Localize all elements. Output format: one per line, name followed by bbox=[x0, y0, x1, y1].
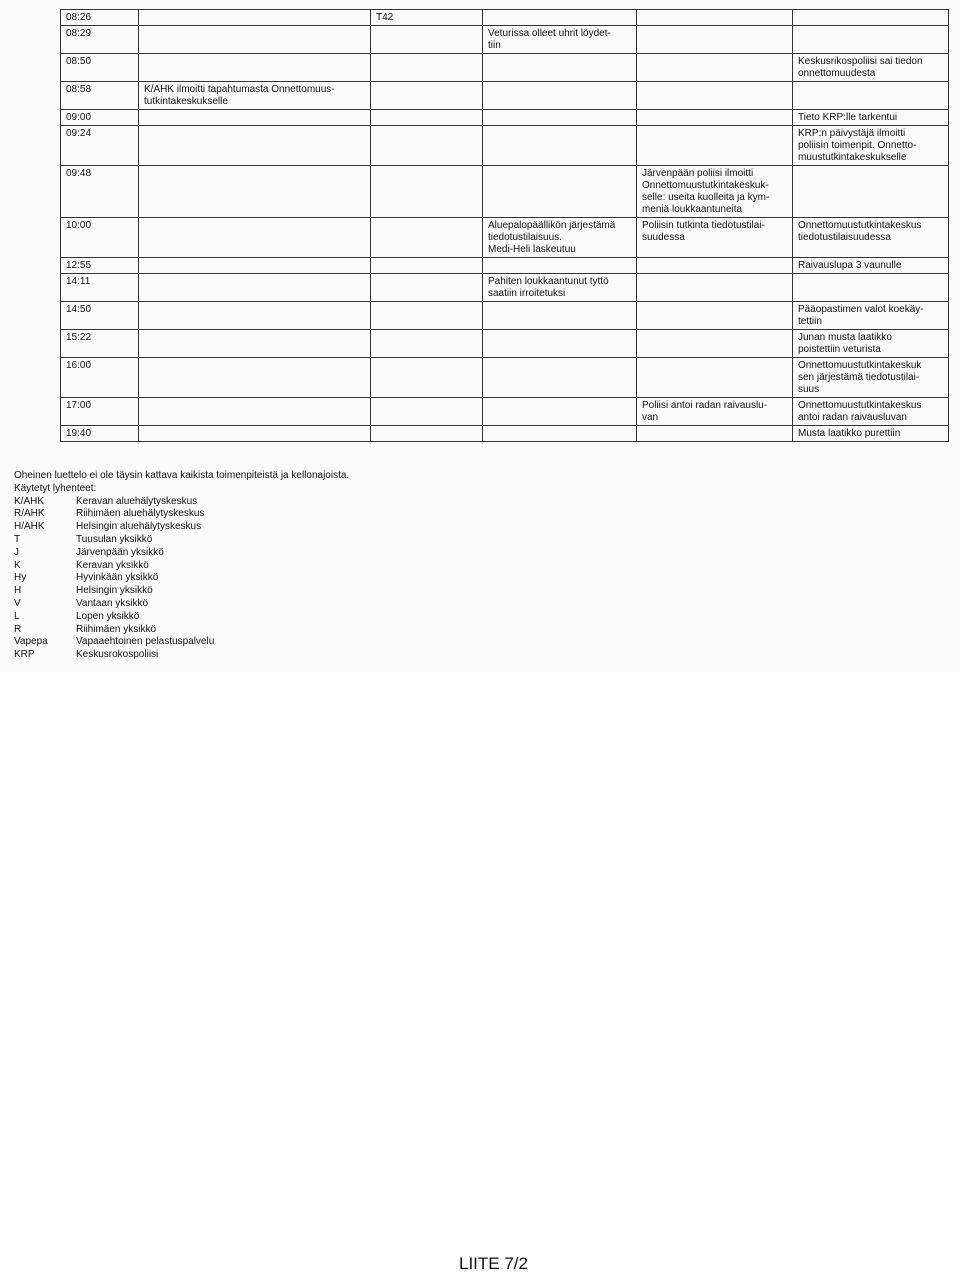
abbreviation-value: Keravan aluehälytyskeskus bbox=[76, 495, 198, 507]
event-cell: Pääopastimen valot koekäy- tettiin bbox=[793, 302, 949, 330]
abbreviation-key: H/AHK bbox=[14, 521, 45, 533]
table-row bbox=[61, 82, 949, 110]
time-cell: 08:58 bbox=[61, 82, 139, 110]
event-cell: Poliisin tutkinta tiedotustilai- suudessa bbox=[637, 218, 793, 258]
table-row bbox=[61, 302, 949, 330]
table-row bbox=[61, 274, 949, 302]
time-cell: 12:55 bbox=[61, 258, 139, 274]
event-cell: T42 bbox=[371, 10, 483, 26]
event-cell bbox=[371, 302, 483, 330]
event-cell bbox=[483, 54, 637, 82]
table-row bbox=[61, 110, 949, 126]
event-cell bbox=[793, 26, 949, 54]
event-cell bbox=[139, 26, 371, 54]
abbreviation-value: Vantaan yksikkö bbox=[76, 597, 149, 609]
event-cell bbox=[637, 426, 793, 442]
abbreviation-key: Hy bbox=[14, 572, 27, 584]
abbreviation-key: R/AHK bbox=[14, 508, 45, 520]
event-cell bbox=[793, 274, 949, 302]
event-cell bbox=[371, 126, 483, 166]
event-cell: Veturissa olleet uhrit löydet- tiin bbox=[483, 26, 637, 54]
event-cell bbox=[371, 358, 483, 398]
time-cell: 09:00 bbox=[61, 110, 139, 126]
event-cell bbox=[637, 126, 793, 166]
abbreviation-item bbox=[14, 521, 614, 534]
event-cell bbox=[139, 302, 371, 330]
event-cell: Junan musta laatikko poistettiin veturista bbox=[793, 330, 949, 358]
event-cell: K/AHK ilmoitti tapahtumasta Onnettomuus- tutkintakeskukselle bbox=[139, 82, 371, 110]
event-cell bbox=[371, 110, 483, 126]
event-cell: Keskusrikospoliisi sai tiedon onnettomuudesta bbox=[793, 54, 949, 82]
event-cell bbox=[371, 426, 483, 442]
abbreviation-item bbox=[14, 496, 614, 509]
event-cell bbox=[371, 330, 483, 358]
event-cell bbox=[793, 82, 949, 110]
time-cell: 16:00 bbox=[61, 358, 139, 398]
event-cell bbox=[637, 82, 793, 110]
event-cell bbox=[371, 82, 483, 110]
abbreviations-heading: Käytetyt lyhenteet: bbox=[14, 482, 97, 494]
event-cell bbox=[637, 358, 793, 398]
abbreviation-item bbox=[14, 598, 614, 611]
abbreviation-item bbox=[14, 585, 614, 598]
event-cell bbox=[371, 274, 483, 302]
time-cell: 10:00 bbox=[61, 218, 139, 258]
event-cell bbox=[139, 126, 371, 166]
abbreviation-key: J bbox=[14, 546, 19, 558]
abbreviation-value: Riihimäen aluehälytyskeskus bbox=[76, 508, 205, 520]
event-cell bbox=[637, 330, 793, 358]
time-cell: 17:00 bbox=[61, 398, 139, 426]
event-cell bbox=[139, 218, 371, 258]
abbreviation-key: KRP bbox=[14, 649, 35, 661]
event-cell: Raivauslupa 3 vaunulle bbox=[793, 258, 949, 274]
event-cell bbox=[371, 398, 483, 426]
abbreviation-key: K bbox=[14, 559, 21, 571]
table-row bbox=[61, 330, 949, 358]
time-cell: 09:24 bbox=[61, 126, 139, 166]
disclaimer-text: Oheinen luettelo ei ole täysin kattava kaikista toimenpiteistä ja kellonajoista. bbox=[14, 470, 350, 481]
event-cell: Pahiten loukkaantunut tyttö saatiin irroitetuksi bbox=[483, 274, 637, 302]
event-cell bbox=[139, 10, 371, 26]
event-cell bbox=[371, 218, 483, 258]
event-cell bbox=[483, 166, 637, 218]
table-row bbox=[61, 126, 949, 166]
event-cell bbox=[139, 54, 371, 82]
abbreviation-value: Hyvinkään yksikkö bbox=[76, 572, 159, 584]
table-row bbox=[61, 218, 949, 258]
event-cell bbox=[139, 398, 371, 426]
table-row bbox=[61, 258, 949, 274]
abbreviation-item bbox=[14, 508, 614, 521]
event-cell bbox=[371, 166, 483, 218]
table-row bbox=[61, 166, 949, 218]
abbreviation-value: Lopen yksikkö bbox=[76, 610, 140, 622]
event-cell bbox=[483, 110, 637, 126]
abbreviation-item bbox=[14, 611, 614, 624]
abbreviations-list bbox=[14, 496, 614, 662]
event-cell bbox=[139, 426, 371, 442]
event-cell bbox=[139, 358, 371, 398]
abbreviation-item bbox=[14, 624, 614, 637]
abbreviation-key: K/AHK bbox=[14, 495, 45, 507]
event-cell: Onnettomuustutkintakeskus antoi radan raivausluvan bbox=[793, 398, 949, 426]
event-cell: Aluepalopäällikön järjestämä tiedotustilaisuus. Medi-Heli laskeutuu bbox=[483, 218, 637, 258]
event-cell bbox=[139, 274, 371, 302]
notes-section bbox=[14, 470, 614, 662]
event-cell bbox=[637, 302, 793, 330]
abbreviation-item bbox=[14, 547, 614, 560]
abbreviation-key: R bbox=[14, 623, 22, 635]
abbreviation-key: Vapepa bbox=[14, 636, 48, 648]
event-cell bbox=[371, 258, 483, 274]
event-cell bbox=[483, 426, 637, 442]
abbreviation-key: H bbox=[14, 585, 22, 597]
event-cell: Musta laatikko purettiin bbox=[793, 426, 949, 442]
event-cell bbox=[483, 258, 637, 274]
abbreviation-key: L bbox=[14, 610, 20, 622]
table-row bbox=[61, 10, 949, 26]
abbreviation-value: Järvenpään yksikkö bbox=[76, 546, 164, 558]
event-cell bbox=[637, 26, 793, 54]
event-cell bbox=[371, 26, 483, 54]
time-cell: 14:50 bbox=[61, 302, 139, 330]
event-cell bbox=[637, 110, 793, 126]
event-cell bbox=[483, 398, 637, 426]
abbreviation-value: Helsingin aluehälytyskeskus bbox=[76, 521, 202, 533]
time-cell: 08:50 bbox=[61, 54, 139, 82]
time-cell: 14:11 bbox=[61, 274, 139, 302]
time-cell: 19:40 bbox=[61, 426, 139, 442]
abbreviation-item bbox=[14, 636, 614, 649]
table-row bbox=[61, 426, 949, 442]
event-cell bbox=[483, 126, 637, 166]
abbreviation-value: Keravan yksikkö bbox=[76, 559, 149, 571]
event-cell bbox=[637, 258, 793, 274]
abbreviation-item bbox=[14, 649, 614, 662]
event-cell: KRP:n päivystäjä ilmoitti poliisin toimenpit. Onnetto- muustutkintakeskukselle bbox=[793, 126, 949, 166]
table-row bbox=[61, 54, 949, 82]
event-cell bbox=[139, 166, 371, 218]
event-cell: Järvenpään poliisi ilmoitti Onnettomuustutkintakeskuk- selle: useita kuolleita ja kym- meniä loukkaantuneita bbox=[637, 166, 793, 218]
table-row bbox=[61, 398, 949, 426]
event-cell bbox=[483, 82, 637, 110]
abbreviation-key: V bbox=[14, 597, 21, 609]
page-footer-label: LIITE 7/2 bbox=[459, 1254, 528, 1273]
event-cell bbox=[139, 330, 371, 358]
event-cell bbox=[371, 54, 483, 82]
event-cell: Onnettomuustutkintakeskuk sen järjestämä tiedotustilai- suus bbox=[793, 358, 949, 398]
event-cell: Tieto KRP:lle tarkentui bbox=[793, 110, 949, 126]
time-cell: 08:26 bbox=[61, 10, 139, 26]
event-cell bbox=[483, 358, 637, 398]
time-cell: 08:29 bbox=[61, 26, 139, 54]
table-row bbox=[61, 26, 949, 54]
abbreviation-value: Vapaaehtoinen pelastuspalvelu bbox=[76, 636, 215, 648]
event-cell bbox=[139, 258, 371, 274]
abbreviation-item bbox=[14, 534, 614, 547]
event-cell bbox=[637, 54, 793, 82]
time-cell: 15:22 bbox=[61, 330, 139, 358]
event-cell bbox=[483, 302, 637, 330]
event-cell bbox=[793, 10, 949, 26]
event-cell bbox=[637, 274, 793, 302]
abbreviation-value: Riihimäen yksikkö bbox=[76, 623, 157, 635]
table-row bbox=[61, 358, 949, 398]
event-cell bbox=[483, 10, 637, 26]
time-cell: 09:48 bbox=[61, 166, 139, 218]
event-cell: Poliisi antoi radan raivauslu- van bbox=[637, 398, 793, 426]
abbreviation-value: Tuusulan yksikkö bbox=[76, 533, 153, 545]
timeline-table bbox=[60, 9, 949, 442]
abbreviation-item bbox=[14, 572, 614, 585]
abbreviation-value: Keskusrokospoliisi bbox=[76, 649, 159, 661]
event-cell bbox=[139, 110, 371, 126]
abbreviation-key: T bbox=[14, 533, 21, 545]
event-cell: Onnettomuustutkintakeskus tiedotustilaisuudessa bbox=[793, 218, 949, 258]
abbreviation-value: Helsingin yksikkö bbox=[76, 585, 153, 597]
event-cell bbox=[637, 10, 793, 26]
timeline-body bbox=[61, 10, 949, 442]
event-cell bbox=[793, 166, 949, 218]
abbreviation-item bbox=[14, 560, 614, 573]
event-cell bbox=[483, 330, 637, 358]
